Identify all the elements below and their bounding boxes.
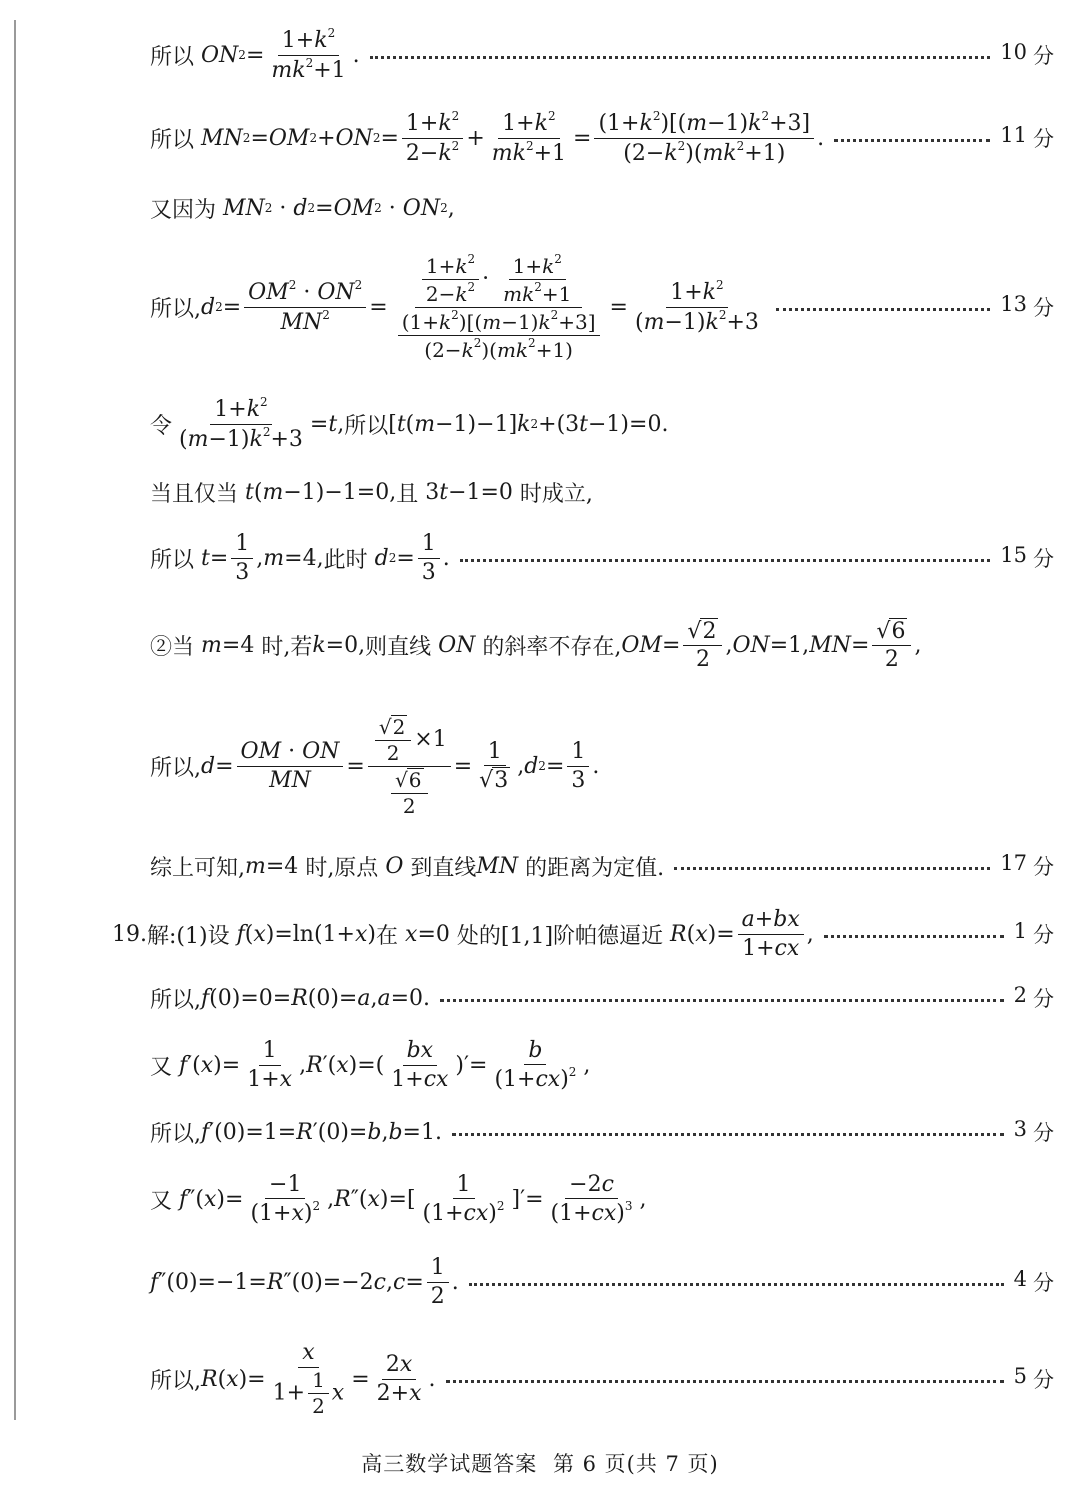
line-b-one: 所以, f ′(0)=1= R ′(0)= b , b =1. 3 分 [150, 1117, 1054, 1147]
score-label: 5 分 [1013, 1364, 1054, 1392]
line-mn-squared: 所以 MN 2 = OM 2 + ON 2 = $\frac{1+k^2}{2-k^2}$ + $\frac{1+k^2}{mk^2+1}$ = $\frac{(1+k^2)[(m-1)k^2+3]}{(2-k^2)(mk^2+1)}$ . 11 分 [150, 109, 1054, 166]
page-footer [0, 1448, 1080, 1478]
dot-leader [446, 1380, 1004, 1383]
left-margin-rule [14, 20, 16, 1420]
line-a-zero: 所以, f (0)=0= R (0)= a , a =0. 2 分 [150, 983, 1054, 1013]
footer-page-number: 第 6 页(共 7 页) [552, 1452, 719, 1476]
score-label: 4 分 [1013, 1267, 1054, 1295]
line-c-half: f ″(0)=−1= R ″(0)=−2 c , c = $\frac{1}{2}$ . 4 分 [150, 1255, 1054, 1309]
dot-leader [460, 559, 990, 562]
line-t-value: 所以 t = $\frac{1}{3}$ , m =4, 此时 d 2 = $\frac{1}{3}$ . 15 分 [150, 531, 1054, 585]
line-q19-intro: 19. 解:(1)设 f ( x )=ln(1+ x ) 在 x =0 处的[1,1]阶帕德逼近 R ( x )= $\frac{a+bx}{1+cx}$ , 1 分 [112, 907, 1054, 961]
score-label: 2 分 [1013, 983, 1054, 1011]
footer-title: 高三数学试题答案 [361, 1452, 538, 1476]
line-case-two: ②当 m =4 时,若 k =0, 则直线 ON 的斜率不存在, OM = √ 2 2 , ON =1, MN = √ 6 2 , [150, 618, 922, 672]
dot-leader [452, 1133, 1004, 1136]
dot-leader [440, 999, 1004, 1002]
score-label: 15 分 [1000, 543, 1054, 571]
score-label: 11 分 [1000, 123, 1054, 151]
line-let-t: 令 $\frac{1+k^2}{(m-1)k^2+3}$ = t , 所以 [ t ( m −1)−1] k 2 +(3 t −1)=0. [150, 395, 669, 452]
line-because: 又因为 MN 2 · d 2 = OM 2 · ON 2 , [150, 195, 455, 223]
line-d-squared: 所以, d 2 = $\frac{OM^2 \cdot ON^2}{MN^2}$ = $\frac{1+k^2}{2-k^2}$ · $\frac{1+k^2}{mk^2+1}$ $\frac{(1+k^2)[(m-1)k^2+3]}{(2-k^2)(mk^2+1)}$ = $\frac{1+k^2}{(m-1)k^2+3}$ 13 分 [150, 251, 1054, 362]
line-on-squared: 所以 ON 2 = $\frac{1+k^2}{mk^2+1}$ . 10 分 [150, 26, 1054, 83]
line-conclusion: 综上可知, m =4 时,原点 O 到直线 MN 的距离为定值. 17 分 [150, 851, 1054, 881]
score-label: 10 分 [1000, 40, 1054, 68]
dot-leader [370, 56, 991, 59]
dot-leader [469, 1283, 1004, 1286]
line-r-result: 所以, R ( x )= x 1+ $\frac{1}{2}$ x = $\frac{2x}{2+x}$ . 5 分 [150, 1340, 1054, 1418]
line-d-case-two: 所以, d = $\frac{OM \cdot ON}{MN}$ = √ 2 2 ×1 √ 6 2 = 1 √ 3 , d 2 = $\frac{1}{3}$ . [150, 714, 600, 818]
dot-leader [834, 139, 990, 142]
score-label: 3 分 [1013, 1117, 1054, 1145]
score-label: 1 分 [1013, 919, 1054, 947]
line-first-derivative: 又 f ′( x )= $\frac{1}{1+x}$ , R ′( x )=( $\frac{bx}{1+cx}$ )′= $\frac{b}{(1+cx)^2}$ , [150, 1037, 591, 1092]
line-second-derivative: 又 f ″( x )= $\frac{-1}{(1+x)^2}$ , R ″( x )=[ $\frac{1}{(1+cx)^2}$ ]′= $\frac{-2c}{(1+cx)^3}$ , [150, 1171, 647, 1226]
dot-leader [674, 867, 990, 870]
score-label: 17 分 [1000, 851, 1054, 879]
line-iff: 当且仅当 t ( m −1)−1=0, 且 3 t −1=0 时成立, [150, 479, 593, 507]
score-label: 13 分 [1000, 292, 1054, 320]
dot-leader [776, 308, 990, 311]
dot-leader [824, 935, 1004, 938]
